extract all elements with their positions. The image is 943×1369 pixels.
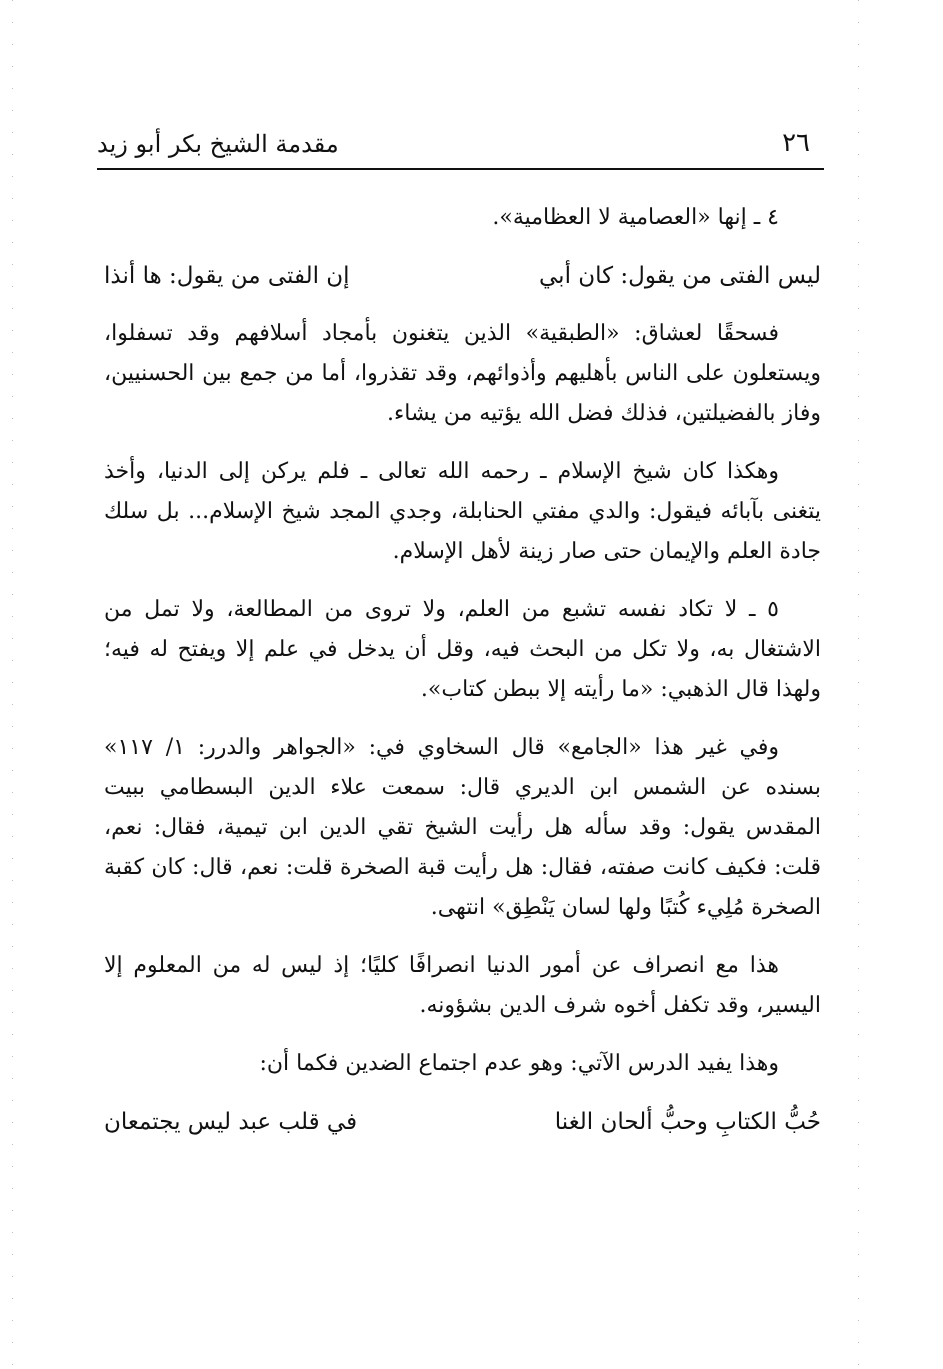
verse-first-hemistich: ليس الفتى من يقول: كان أبي <box>539 263 821 289</box>
verse-second-hemistich: إن الفتى من يقول: ها أنذا <box>104 263 350 289</box>
paragraph: فسحقًا لعشاق: «الطبقية» الذين يتغنون بأمجاد أسلافهم وقد تسفلوا، ويستعلون على الناس بأهليهم وأذوائهم، وقد تقذروا، أما من جمع بين الحسنيين، وفاز بالفضيلتين، فذلك فضل الله يؤتيه من يشاء. <box>104 321 821 426</box>
running-title: مقدمة الشيخ بكر أبو زيد <box>97 130 339 158</box>
page-number: ٢٦ <box>782 128 810 158</box>
paragraph-point-4: ٤ ـ إنها «العصامية لا العظامية». <box>492 205 779 230</box>
paragraph: وهكذا كان شيخ الإسلام ـ رحمه الله تعالى ـ فلم يركن إلى الدنيا، وأخذ يتغنى بآبائه فيقول: والدي مفتي الحنابلة، وجدي المجد شيخ الإسلام... بل سلك جادة العلم والإيمان حتى صار زينة لأهل الإسلام. <box>104 459 821 564</box>
paragraph: وهذا يفيد الدرس الآتي: وهو عدم اجتماع الضدين فكما أن: <box>259 1051 779 1076</box>
paragraph: وفي غير هذا «الجامع» قال السخاوي في: «الجواهر والدرر: ١/ ١١٧» بسنده عن الشمس ابن الديري قال: سمعت علاء الدين البسطامي ببيت المقدس يقول: وقد سأله هل رأيت الشيخ تقي الدين ابن تيمية، فقال: نعم، قلت: فكيف كانت صفته، فقال: هل رأيت قبة الصخرة قلت: نعم، قال: كان كقبة الصخرة مُلِيء كُتبًا ولها لسان يَنْطِق» انتهى. <box>104 735 821 920</box>
scan-artifact <box>858 0 859 1369</box>
verse-first-hemistich: حُبُّ الكتابِ وحبُّ ألحان الغنا <box>554 1109 821 1135</box>
page-body <box>104 198 821 1160</box>
header-rule <box>97 168 824 170</box>
verse-line <box>104 1102 821 1142</box>
scan-artifact <box>12 0 13 1369</box>
running-header <box>97 128 824 168</box>
verse-line <box>104 256 821 296</box>
paragraph: هذا مع انصراف عن أمور الدنيا انصرافًا كليًا؛ إذ ليس له من المعلوم إلا اليسير، وقد تكفل أخوه شرف الدين بشؤونه. <box>104 953 821 1018</box>
verse-second-hemistich: في قلب عبد ليس يجتمعان <box>104 1109 358 1135</box>
paragraph-point-5: ٥ ـ لا تكاد نفسه تشبع من العلم، ولا تروى من المطالعة، ولا تمل من الاشتغال به، ولا تكل من البحث فيه، وقل أن يدخل في علم إلا ويفتح له فيه؛ ولهذا قال الذهبي: «ما رأيته إلا ببطن كتاب». <box>104 597 821 702</box>
